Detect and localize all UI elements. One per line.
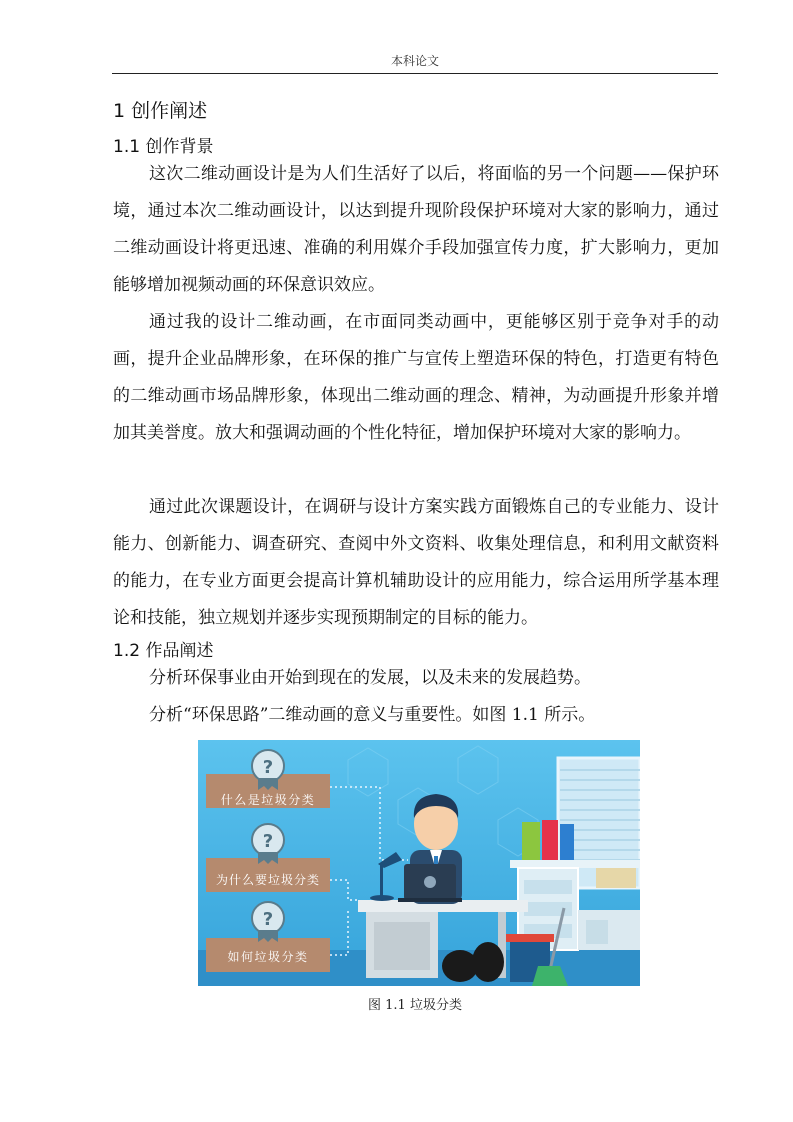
label-what-is-garbage-sorting: 什么是垃圾分类 — [220, 793, 316, 807]
label-why-garbage-sorting: 为什么要垃圾分类 — [215, 873, 321, 887]
svg-text:?: ? — [262, 909, 274, 930]
label-how-garbage-sorting: 如何垃圾分类 — [227, 950, 309, 964]
paragraph-background-2: 通过我的设计二维动画，在市面同类动画中，更能够区别于竞争对手的动画，提升企业品牌形象，在环保的推广与宣传上塑造环保的特色，打造更有特色的二维动画市场品牌形象，体现出二维动画的理念、精神，为动画提升形象并增加其美誉度。放大和强调动画的个性化特征，增加保护环境对大家的影响力。 — [113, 312, 719, 443]
figure-caption: 图 1.1 垃圾分类 — [368, 998, 462, 1013]
paragraph-background-3: 通过此次课题设计，在调研与设计方案实践方面锻炼自己的专业能力、设计能力、创新能力、调查研究、查阅中外文资料、收集处理信息，和利用文献资料的能力，在专业方面更会提高计算机辅助设计的应用能力，综合运用所学基本理论和技能，独立规划并逐步实现预期制定的目标的能力。 — [113, 497, 719, 628]
subsection-heading-1-2: 1.2 作品阐述 — [113, 641, 214, 661]
paragraph-background-1: 这次二维动画设计是为人们生活好了以后，将面临的另一个问题——保护环境，通过本次二维动画设计，以达到提升现阶段保护环境对大家的影响力，通过二维动画设计将更迅速、准确的利用媒介手段加强宣传力度，扩大影响力，更加能够增加视频动画的环保意识效应。 — [113, 164, 719, 295]
subsection-heading-1-1: 1.1 创作背景 — [113, 137, 214, 157]
figure-illustration — [198, 740, 640, 986]
figure-garbage-sorting — [198, 740, 640, 986]
header-rule — [112, 73, 718, 74]
svg-text:?: ? — [262, 757, 274, 778]
paragraph-work-2: 分析“环保思路”二维动画的意义与重要性。如图 1.1 所示。 — [149, 705, 596, 725]
page-header: 本科论文 — [390, 54, 439, 68]
svg-text:?: ? — [262, 831, 274, 852]
section-heading: 1 创作阐述 — [113, 100, 208, 122]
paragraph-work-1: 分析环保事业由开始到现在的发展，以及未来的发展趋势。 — [149, 668, 591, 688]
laptop-icon — [398, 864, 462, 902]
